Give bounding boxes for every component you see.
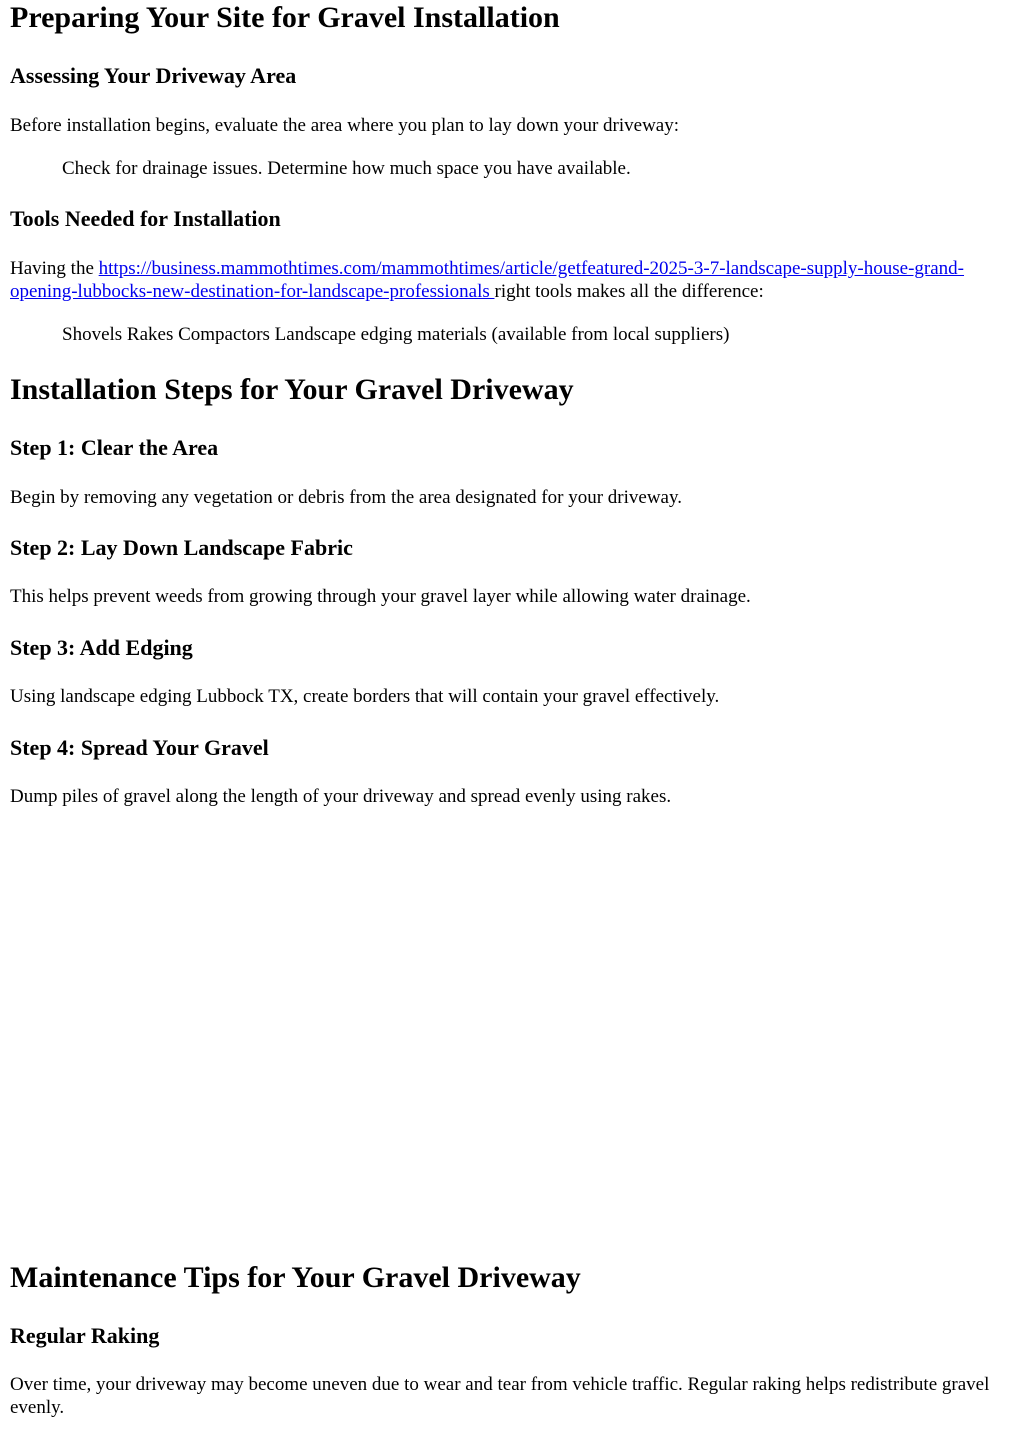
paragraph-tools-tail: right tools makes all the difference: bbox=[494, 281, 764, 302]
paragraph-tools bbox=[10, 257, 1000, 303]
paragraph-step-3: Using landscape edging Lubbock TX, create borders that will contain your gravel effectively. bbox=[10, 686, 720, 707]
paragraph-assessing: Before installation begins, evaluate the area where you plan to lay down your driveway: bbox=[10, 115, 679, 136]
paragraph-tools-lead: Having the bbox=[10, 258, 99, 279]
subheading-tools: Tools Needed for Installation bbox=[10, 206, 281, 231]
subheading-regular-raking: Regular Raking bbox=[10, 1323, 160, 1348]
supply-house-link[interactable]: https://business.mammothtimes.com/mammothtimes/article/getfeatured-2025-3-7-landscape-supply-house-grand-opening-lubbocks-new-destination-for-landscape-professionals bbox=[10, 258, 965, 302]
section-heading-installation: Installation Steps for Your Gravel Driveway bbox=[10, 373, 574, 406]
section-heading-maintenance: Maintenance Tips for Your Gravel Driveway bbox=[10, 1261, 581, 1294]
section-heading-preparing: Preparing Your Site for Gravel Installation bbox=[10, 1, 560, 34]
subheading-step-3: Step 3: Add Edging bbox=[10, 635, 193, 660]
paragraph-regular-raking: Over time, your driveway may become uneven due to wear and tear from vehicle traffic. Regular raking helps redistribute gravel evenly. bbox=[10, 1374, 990, 1418]
paragraph-step-2: This helps prevent weeds from growing through your gravel layer while allowing water drainage. bbox=[10, 586, 751, 607]
subheading-step-1: Step 1: Clear the Area bbox=[10, 435, 219, 460]
list-tools: Shovels Rakes Compactors Landscape edging materials (available from local suppliers) bbox=[62, 324, 730, 345]
subheading-step-2: Step 2: Lay Down Landscape Fabric bbox=[10, 535, 353, 560]
paragraph-step-4: Dump piles of gravel along the length of your driveway and spread evenly using rakes. bbox=[10, 786, 672, 807]
list-assessing: Check for drainage issues. Determine how much space you have available. bbox=[62, 158, 631, 179]
paragraph-step-1: Begin by removing any vegetation or debris from the area designated for your driveway. bbox=[10, 487, 682, 508]
subheading-step-4: Step 4: Spread Your Gravel bbox=[10, 735, 269, 760]
subheading-assessing: Assessing Your Driveway Area bbox=[10, 63, 297, 88]
